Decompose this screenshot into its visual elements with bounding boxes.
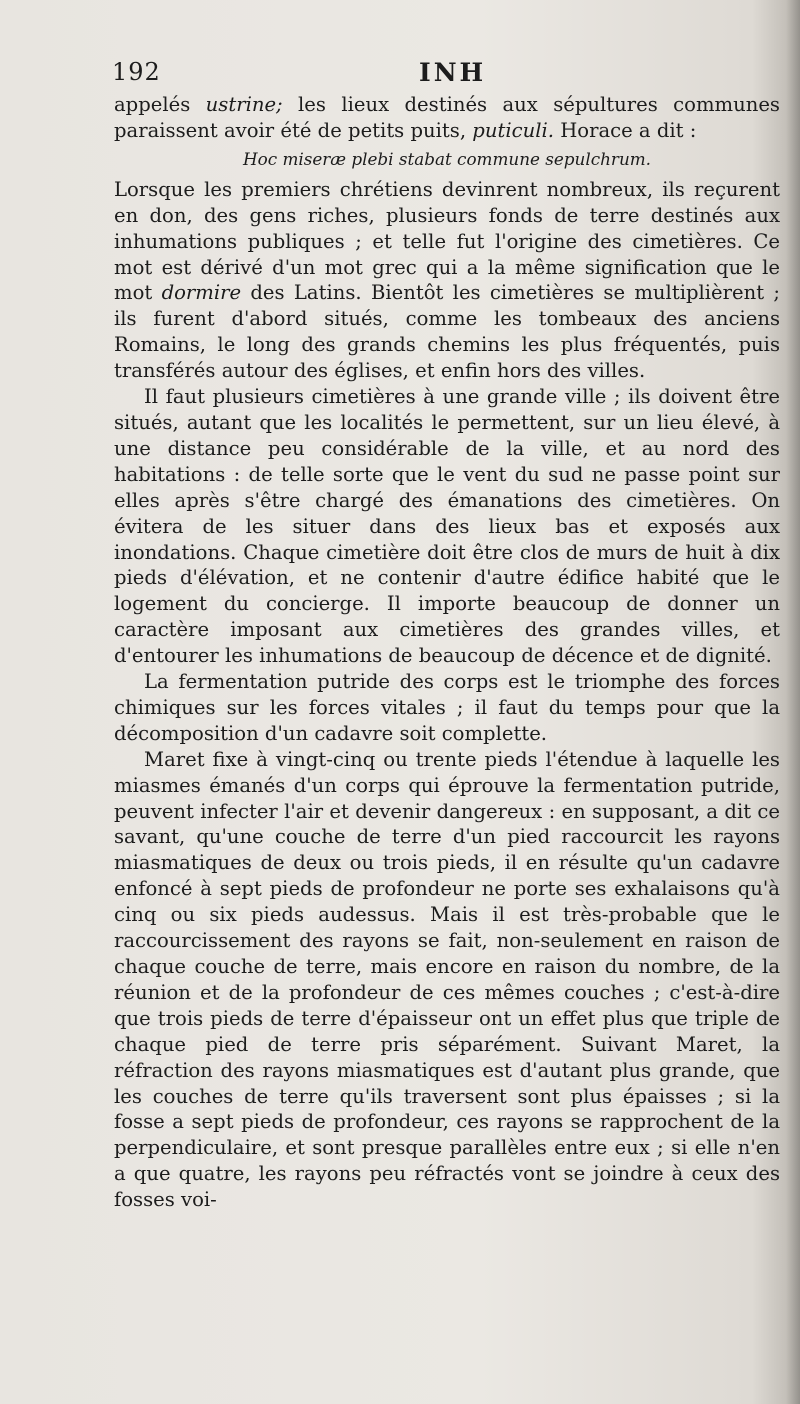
- body-text: [114, 92, 780, 1213]
- paragraph-5: Maret fixe à vingt-cinq ou trente pieds l'étendue à laquelle les miasmes émanés d'un corps qui éprouve la fermentation putride, peuvent infecter l'air et devenir dangereux : en supposant, a dit ce savant, qu'une couche de terre d'un pied raccourcit les rayons miasmatiques de deux ou trois pieds, il en résulte qu'un cadavre enfoncé à sept pieds de profondeur ne porte ses exhalaisons qu'à cinq ou six pieds audessus. Mais il est très-probable que le raccourcissement des rayons se fait, non-seulement en raison de chaque couche de terre, mais encore en raison du nombre, de la réunion et de la profondeur de ces mêmes couches ; c'est-à-dire que trois pieds de terre d'épaisseur ont un effet plus que triple de chaque pied de terre pris séparément. Suivant Maret, la réfraction des rayons miasmatiques est d'autant plus grande, que les couches de terre qu'ils traversent sont plus épaisses ; si la fosse a sept pieds de profondeur, ces rayons se rapprochent de la perpendiculaire, et sont presque parallèles entre eux ; si elle n'en a que quatre, les rayons peu réfractés vont se joindre à ceux des fosses voi-: [114, 747, 780, 1212]
- paragraph-3: Il faut plusieurs cimetières à une grande ville ; ils doivent être situés, autant que les localités le permettent, sur un lieu élevé, à une distance peu considérable de la ville, et au nord des habitations : de telle sorte que le vent du sud ne passe point sur elles après s'être chargé des émanations des cimetières. On évitera de les situer dans des lieux bas et exposés aux inondations. Chaque cimetière doit être clos de murs de huit à dix pieds d'élévation, et ne contenir d'autre édifice habité que le logement du concierge. Il importe beaucoup de donner un caractère imposant aux cimetières des grandes villes, et d'entourer les inhumations de beaucoup de décence et de dignité.: [114, 385, 780, 668]
- paragraph-2-text-b: des Latins. Bientôt les cimetières se multiplièrent ; ils furent d'abord situés, comme les tombeaux des anciens Romains, le long des grands chemins les plus fréquentés, puis transférés autour des églises, et enfin hors des villes.: [114, 281, 780, 383]
- paragraph-1-text-a: appelés: [114, 93, 206, 116]
- latin-quote: Hoc miseræ plebi stabat commune sepulchrum.: [242, 148, 652, 169]
- paragraph-1-text-c: Horace a dit :: [553, 118, 697, 142]
- page-number: 192: [112, 58, 161, 86]
- paragraph-2: [114, 177, 780, 384]
- paragraph-1-text-b: les lieux destinés aux sépultures communes paraissent avoir été de petits puits,: [114, 93, 780, 142]
- running-head: INH: [419, 58, 487, 87]
- page-gutter-shadow: [786, 0, 800, 1404]
- paragraph-1: [114, 92, 780, 144]
- paragraph-1-italic-ustrine: ustrine;: [205, 93, 283, 116]
- page-header: [112, 58, 780, 92]
- paragraph-2-text-a: Lorsque les premiers chrétiens devinrent nombreux, ils reçurent en don, des gens riches, plusieurs fonds de terre destinés aux inhumations publiques ; et telle fut l'origine des cimetières. Ce mot est dérivé d'un mot grec qui a la même signification que le mot: [114, 177, 780, 305]
- paragraph-2-italic-dormire: dormire: [161, 281, 242, 305]
- paragraph-4: La fermentation putride des corps est le triomphe des forces chimiques sur les forces vitales ; il faut du temps pour que la décomposition d'un cadavre soit complette.: [114, 670, 780, 745]
- paragraph-1-italic-puticuli: puticuli.: [472, 118, 554, 142]
